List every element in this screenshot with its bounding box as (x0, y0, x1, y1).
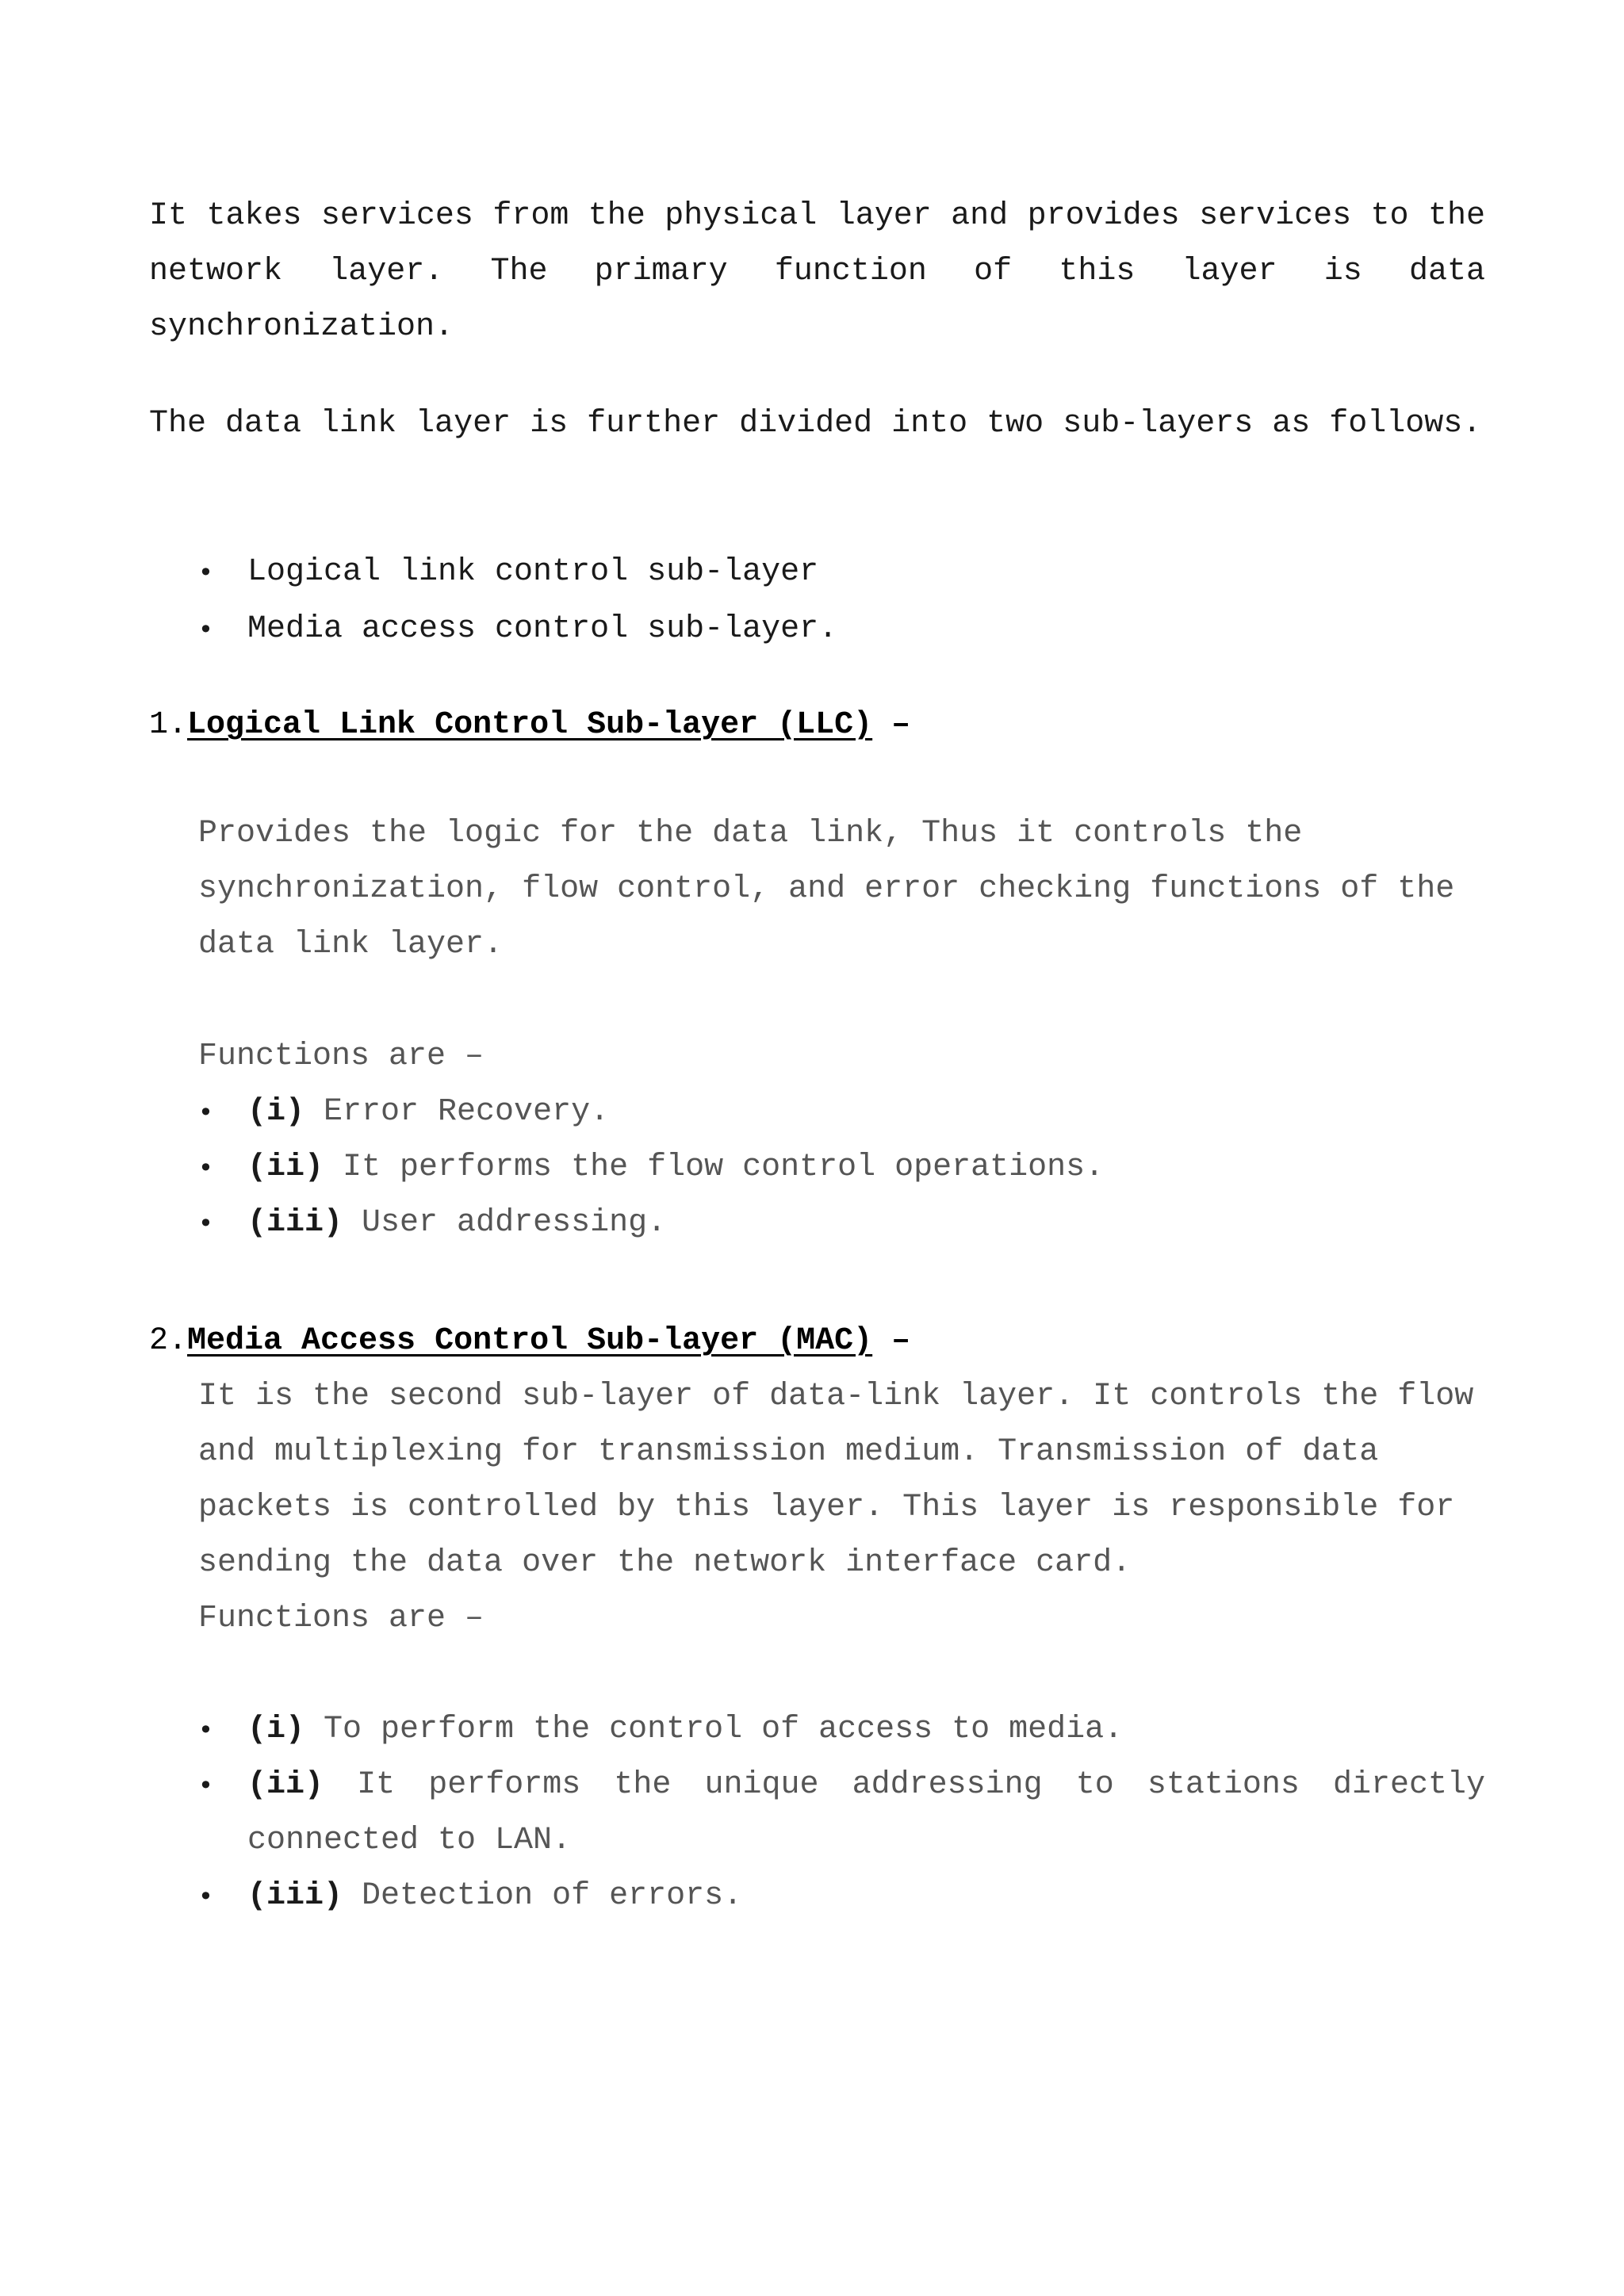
list-item-text: Detection of errors. (343, 1878, 743, 1914)
llc-description: Provides the logic for the data link, Thus it controls the synchronization, flow control, and error checking functions of the data link layer. (198, 816, 1455, 962)
list-item (198, 601, 837, 658)
list-item (198, 544, 837, 601)
bullet-icon: • (198, 1715, 213, 1745)
mac-functions-label: Functions are – (198, 1601, 485, 1636)
llc-functions-label: Functions are – (198, 1039, 485, 1074)
mac-description-block (198, 1369, 1485, 1647)
roman-numeral: (i) (247, 1094, 305, 1130)
mac-description: It is the second sub-layer of data-link layer. It controls the flow and multiplexing for transmission medium. Transmission of data packets is controlled by this layer. This layer is responsible for sending the data over the network interface card. (198, 1379, 1474, 1581)
list-item (198, 1140, 1485, 1196)
roman-numeral: (i) (247, 1712, 305, 1747)
list-item-text: Logical link control sub-layer (247, 554, 819, 590)
section-dash: – (872, 707, 911, 743)
bullet-icon: • (198, 1153, 213, 1183)
list-item (198, 1869, 1485, 1924)
roman-numeral: (ii) (247, 1767, 324, 1803)
bullet-icon: • (198, 1881, 213, 1911)
bullet-icon: • (198, 557, 213, 587)
bullet-icon: • (198, 614, 213, 645)
list-item (198, 1758, 1485, 1869)
section-title: Logical Link Control Sub-layer (LLC) (187, 707, 873, 743)
section-number: 1. (149, 707, 188, 743)
bullet-icon: • (198, 1770, 213, 1800)
roman-numeral: (ii) (247, 1150, 324, 1185)
list-item (198, 1085, 1485, 1140)
list-item-text: Error Recovery. (304, 1094, 610, 1130)
roman-numeral: (iii) (247, 1878, 343, 1914)
bullet-icon: • (198, 1208, 213, 1238)
section-heading-mac (149, 1314, 910, 1369)
list-item-text: Media access control sub-layer. (247, 611, 838, 647)
section-title: Media Access Control Sub-layer (MAC) (187, 1323, 873, 1359)
intro-paragraph-2: The data link layer is further divided into two sub-layers as follows. (149, 406, 1482, 442)
sublayer-list (198, 544, 837, 658)
roman-numeral: (iii) (247, 1205, 343, 1241)
list-item (198, 1196, 1485, 1251)
list-item (198, 1702, 1485, 1758)
list-item-text: It performs the unique addressing to stations directly connected to LAN. (247, 1767, 1485, 1858)
bullet-icon: • (198, 1097, 213, 1127)
intro-paragraph-1: It takes services from the physical layer and provides services to the network layer. The primary function of this layer is data synchronization. (149, 198, 1485, 345)
list-item-text: To perform the control of access to media. (304, 1712, 1124, 1747)
list-item-text: It performs the flow control operations. (324, 1150, 1105, 1185)
list-item-text: User addressing. (343, 1205, 667, 1241)
llc-functions-list (198, 1085, 1485, 1251)
list-item-body (247, 1758, 1485, 1869)
section-dash: – (872, 1323, 911, 1359)
section-number: 2. (149, 1323, 188, 1359)
mac-functions-list (198, 1702, 1485, 1924)
section-heading-llc (149, 698, 910, 753)
